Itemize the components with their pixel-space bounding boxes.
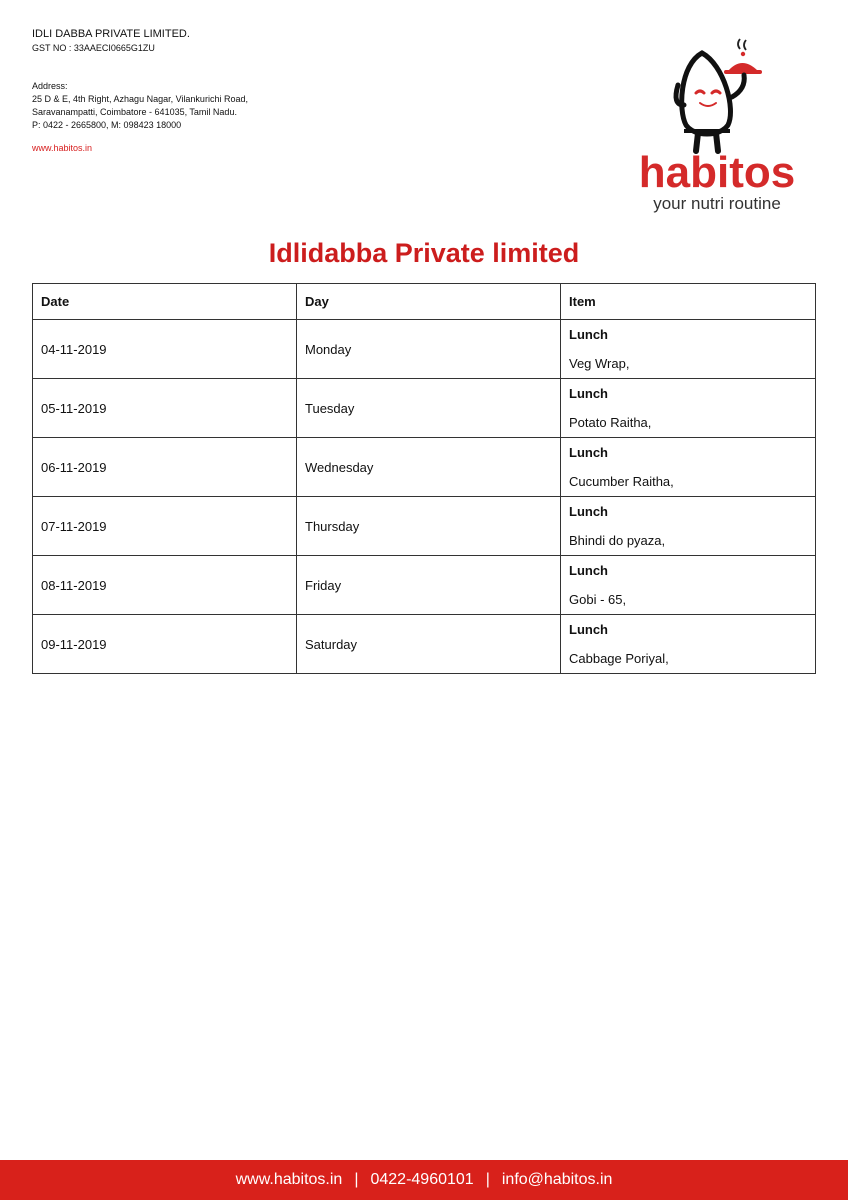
page-title: Idlidabba Private limited [268,238,580,268]
item-meal: Lunch [569,622,608,637]
item-meal: Lunch [569,563,608,578]
mascot-icon [682,53,731,134]
address-line-1: 25 D & E, 4th Right, Azhagu Nagar, Vilankurichi Road, [32,94,248,104]
item-dish: Gobi - 65, [569,592,627,607]
cell-item [561,556,816,615]
footer-phone[interactable]: 0422-4960101 [370,1171,474,1188]
cell-date: 09-11-2019 [33,615,297,674]
footer-email[interactable]: info@habitos.in [501,1171,613,1188]
header-day: Day [297,284,561,320]
address-block [32,80,248,132]
website-link[interactable]: www.habitos.in [32,143,93,153]
menu-table [32,283,816,674]
address-phone: P: 0422 - 2665800, M: 098423 18000 [32,120,182,130]
table-row [33,379,816,438]
brand-tagline: your nutri routine [653,194,781,213]
item-meal: Lunch [569,386,608,401]
footer-separator: | [485,1171,490,1188]
cell-day: Tuesday [297,379,561,438]
table-row [33,497,816,556]
item-meal: Lunch [569,504,608,519]
cell-day: Saturday [297,615,561,674]
header-date: Date [33,284,297,320]
footer-separator: | [354,1171,359,1188]
brand-name: habitos [638,148,796,197]
steam-icon [738,39,746,50]
item-meal: Lunch [569,445,608,460]
gst-number: GST NO : 33AAECI0665G1ZU [32,43,155,53]
cell-item [561,497,816,556]
cloche-icon [728,63,758,71]
cell-day: Monday [297,320,561,379]
item-dish: Veg Wrap, [569,356,630,371]
address-line-2: Saravanampatti, Coimbatore - 641035, Tamil Nadu. [32,107,237,117]
table-row [33,615,816,674]
cell-date: 05-11-2019 [33,379,297,438]
cell-item [561,615,816,674]
footer-bar [0,1160,848,1200]
table-row [33,320,816,379]
cell-date: 07-11-2019 [33,497,297,556]
cell-item [561,320,816,379]
item-dish: Bhindi do pyaza, [569,533,666,548]
table-header-row [33,284,816,320]
item-meal: Lunch [569,327,608,342]
address-label: Address: [32,81,68,91]
header-item: Item [561,284,816,320]
cell-date: 04-11-2019 [33,320,297,379]
cell-day: Wednesday [297,438,561,497]
habitos-logo [620,35,815,215]
table-row [33,556,816,615]
company-name: IDLI DABBA PRIVATE LIMITED. [32,28,190,40]
item-dish: Potato Raitha, [569,415,652,430]
cell-date: 06-11-2019 [33,438,297,497]
item-dish: Cucumber Raitha, [569,474,674,489]
footer-website[interactable]: www.habitos.in [235,1171,343,1188]
company-block [32,28,190,54]
cell-day: Thursday [297,497,561,556]
cell-day: Friday [297,556,561,615]
table-row [33,438,816,497]
item-dish: Cabbage Poriyal, [569,651,669,666]
cell-date: 08-11-2019 [33,556,297,615]
cell-item [561,438,816,497]
cell-item [561,379,816,438]
